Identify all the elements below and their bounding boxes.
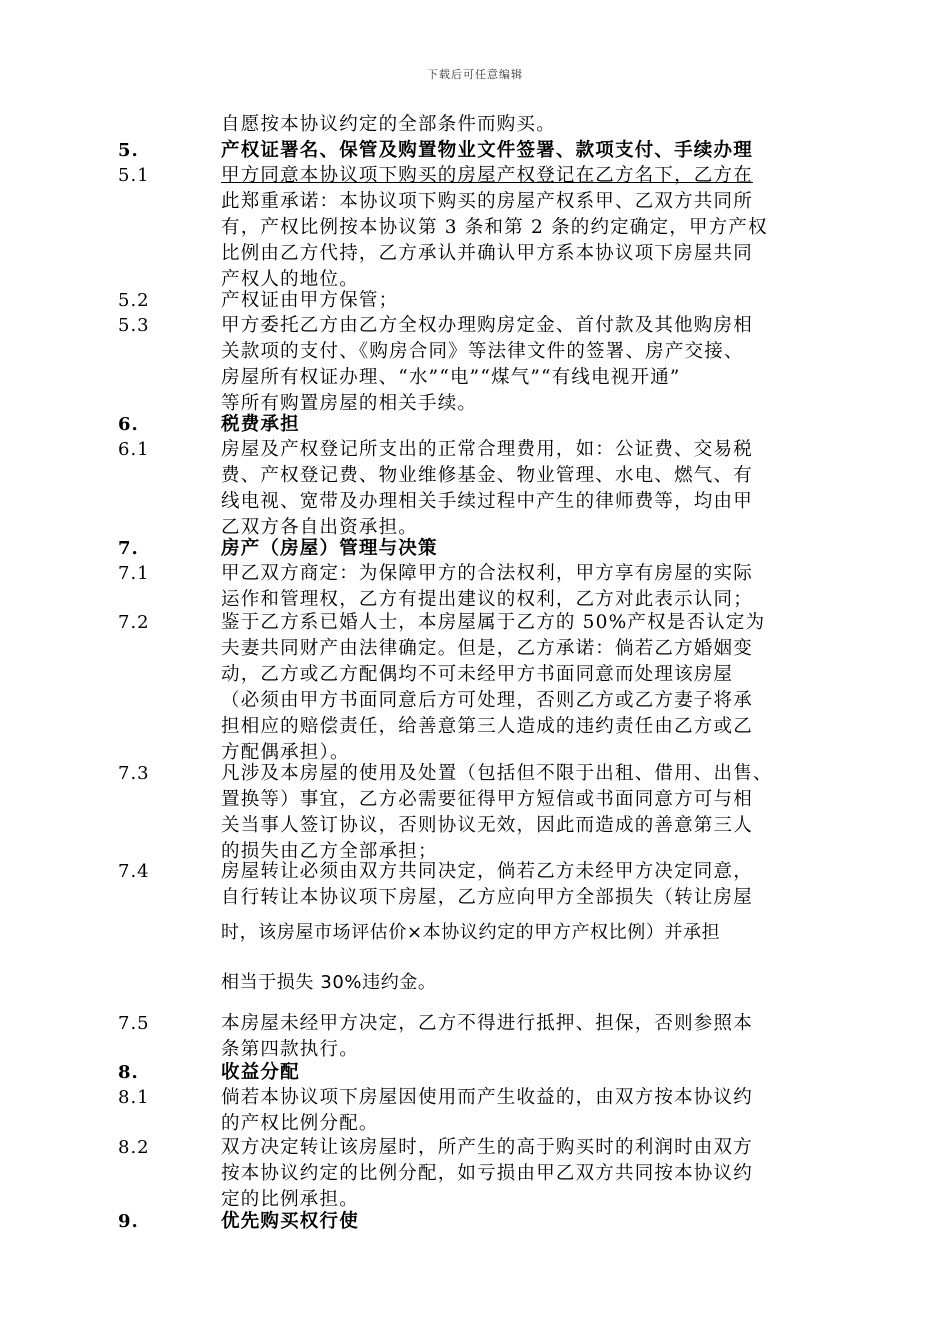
clause-text (221, 288, 841, 314)
text-line: 运作和管理权，乙方有提出建议的权利，乙方对此表示认同； (221, 589, 753, 610)
clause-number: 5.2 (118, 290, 150, 311)
text-line: 房屋转让必须由双方共同决定，倘若乙方未经甲方决定同意， (221, 861, 753, 882)
text-line: 凡涉及本房屋的使用及处置（包括但不限于出租、借用、出售、 (221, 763, 773, 784)
clause-number: 5.1 (118, 165, 150, 186)
clause-number: 6. (118, 414, 139, 435)
text-line: 关当事人签订协议，否则协议无效，因此而造成的善意第三人 (221, 815, 753, 836)
text-line: 的产权比例分配。 (221, 1113, 379, 1134)
text-line: 比例由乙方代持，乙方承认并确认甲方系本协议项下房屋共同 (221, 243, 753, 264)
clause-text (221, 561, 841, 613)
clause-number: 7.2 (118, 612, 150, 633)
clause-text (221, 1011, 841, 1063)
heading-text (221, 536, 841, 562)
text-line: 倘若本协议项下房屋因使用而产生收益的，由双方按本协议约 (221, 1087, 753, 1108)
text-line: 等所有购置房屋的相关手续。 (221, 393, 478, 414)
heading-text (221, 412, 841, 438)
text-line: 甲乙双方商定：为保障甲方的合法权利，甲方享有房屋的实际 (221, 563, 753, 584)
clause-number: 7. (118, 538, 139, 559)
text-line: 有，产权比例按本协议第 3 条和第 2 条的约定确定，甲方产权 (221, 217, 768, 238)
text-line: 时，该房屋市场评估价×本协议约定的甲方产权比例）并承担 (221, 922, 721, 943)
clause-text (221, 313, 841, 417)
text-line: 相当于损失 30%违约金。 (221, 972, 437, 993)
text-line: 动，乙方或乙方配偶均不可未经甲方书面同意而处理该房屋 (221, 664, 734, 685)
text-line: 关款项的支付、《购房合同》等法律文件的签署、房产交接、 (221, 341, 744, 362)
clause-text (221, 761, 841, 865)
clause-number: 7.5 (118, 1013, 150, 1034)
text-line: 自愿按本协议约定的全部条件而购买。 (221, 114, 556, 135)
clause-number: 8.1 (118, 1087, 150, 1108)
clause-number: 6.1 (118, 439, 150, 460)
clause-text (221, 610, 841, 766)
text-line: 自行转让本协议项下房屋，乙方应向甲方全部损失（转让房屋 (221, 887, 753, 908)
text-line: 按本协议约定的比例分配，如亏损由甲乙双方共同按本协议约 (221, 1163, 753, 1184)
clause-number: 7.3 (118, 763, 150, 784)
text-line: 收益分配 (221, 1062, 300, 1083)
text-line: 此郑重承诺：本协议项下购买的房屋产权系甲、乙双方共同所 (221, 191, 753, 212)
text-line: 本房屋未经甲方决定，乙方不得进行抵押、担保，否则参照本 (221, 1013, 753, 1034)
text-line: 条第四款执行。 (221, 1039, 359, 1060)
text-line: 税费承担 (221, 414, 300, 435)
text-line: 担相应的赔偿责任，给善意第三人造成的违约责任由乙方或乙 (221, 716, 753, 737)
text-line: 双方决定转让该房屋时，所产生的高于购买时的利润时由双方 (221, 1137, 753, 1158)
text-line: 产权人的地位。 (221, 269, 359, 290)
text-line: 定的比例承担。 (221, 1189, 359, 1210)
clause-number: 5.3 (118, 315, 150, 336)
clause-text (221, 112, 841, 138)
heading-text (221, 138, 841, 164)
clause-number: 8. (118, 1062, 139, 1083)
text-line: 乙双方各自出资承担。 (221, 517, 419, 538)
clause-text (221, 1085, 841, 1137)
clause-number: 7.4 (118, 861, 150, 882)
clause-text (221, 920, 841, 946)
clause-text (221, 437, 841, 541)
clause-text (221, 859, 841, 911)
text-line: 甲方同意本协议项下购买的房屋产权登记在乙方名下，乙方在 (221, 165, 753, 186)
text-line: 线电视、宽带及办理相关手续过程中产生的律师费等，均由甲 (221, 491, 753, 512)
text-line: 置换等）事宜，乙方必需要征得甲方短信或书面同意方可与相 (221, 789, 753, 810)
clause-text (221, 163, 841, 293)
text-line: 产权证署名、保管及购置物业文件签署、款项支付、手续办理 (221, 140, 753, 161)
page-header: 下载后可任意编辑 (427, 68, 523, 81)
clause-number: 7.1 (118, 563, 150, 584)
text-line: （必须由甲方书面同意后方可处理，否则乙方或乙方妻子将承 (221, 690, 753, 711)
clause-number: 8.2 (118, 1137, 150, 1158)
heading-text (221, 1060, 841, 1086)
text-line: 优先购买权行使 (221, 1211, 359, 1232)
clause-text (221, 1135, 841, 1213)
text-line: 夫妻共同财产由法律确定。但是，乙方承诺：倘若乙方婚姻变 (221, 638, 753, 659)
text-line: 方配偶承担）。 (221, 742, 350, 763)
text-line: 房屋及产权登记所支出的正常合理费用，如：公证费、交易税 (221, 439, 753, 460)
text-line: 房屋所有权证办理、“水”“电”“煤气”“有线电视开通” (221, 367, 681, 388)
heading-text (221, 1209, 841, 1235)
text-line: 鉴于乙方系已婚人士，本房屋属于乙方的 50%产权是否认定为 (221, 612, 766, 633)
text-line: 房产（房屋）管理与决策 (221, 538, 438, 559)
clause-number: 9. (118, 1211, 139, 1232)
text-line: 费、产权登记费、物业维修基金、物业管理、水电、燃气、有 (221, 465, 753, 486)
text-line: 产权证由甲方保管； (221, 290, 399, 311)
text-line: 的损失由乙方全部承担； (221, 841, 438, 862)
clause-number: 5. (118, 140, 139, 161)
clause-text (221, 970, 841, 996)
text-line: 甲方委托乙方由乙方全权办理购房定金、首付款及其他购房相 (221, 315, 753, 336)
